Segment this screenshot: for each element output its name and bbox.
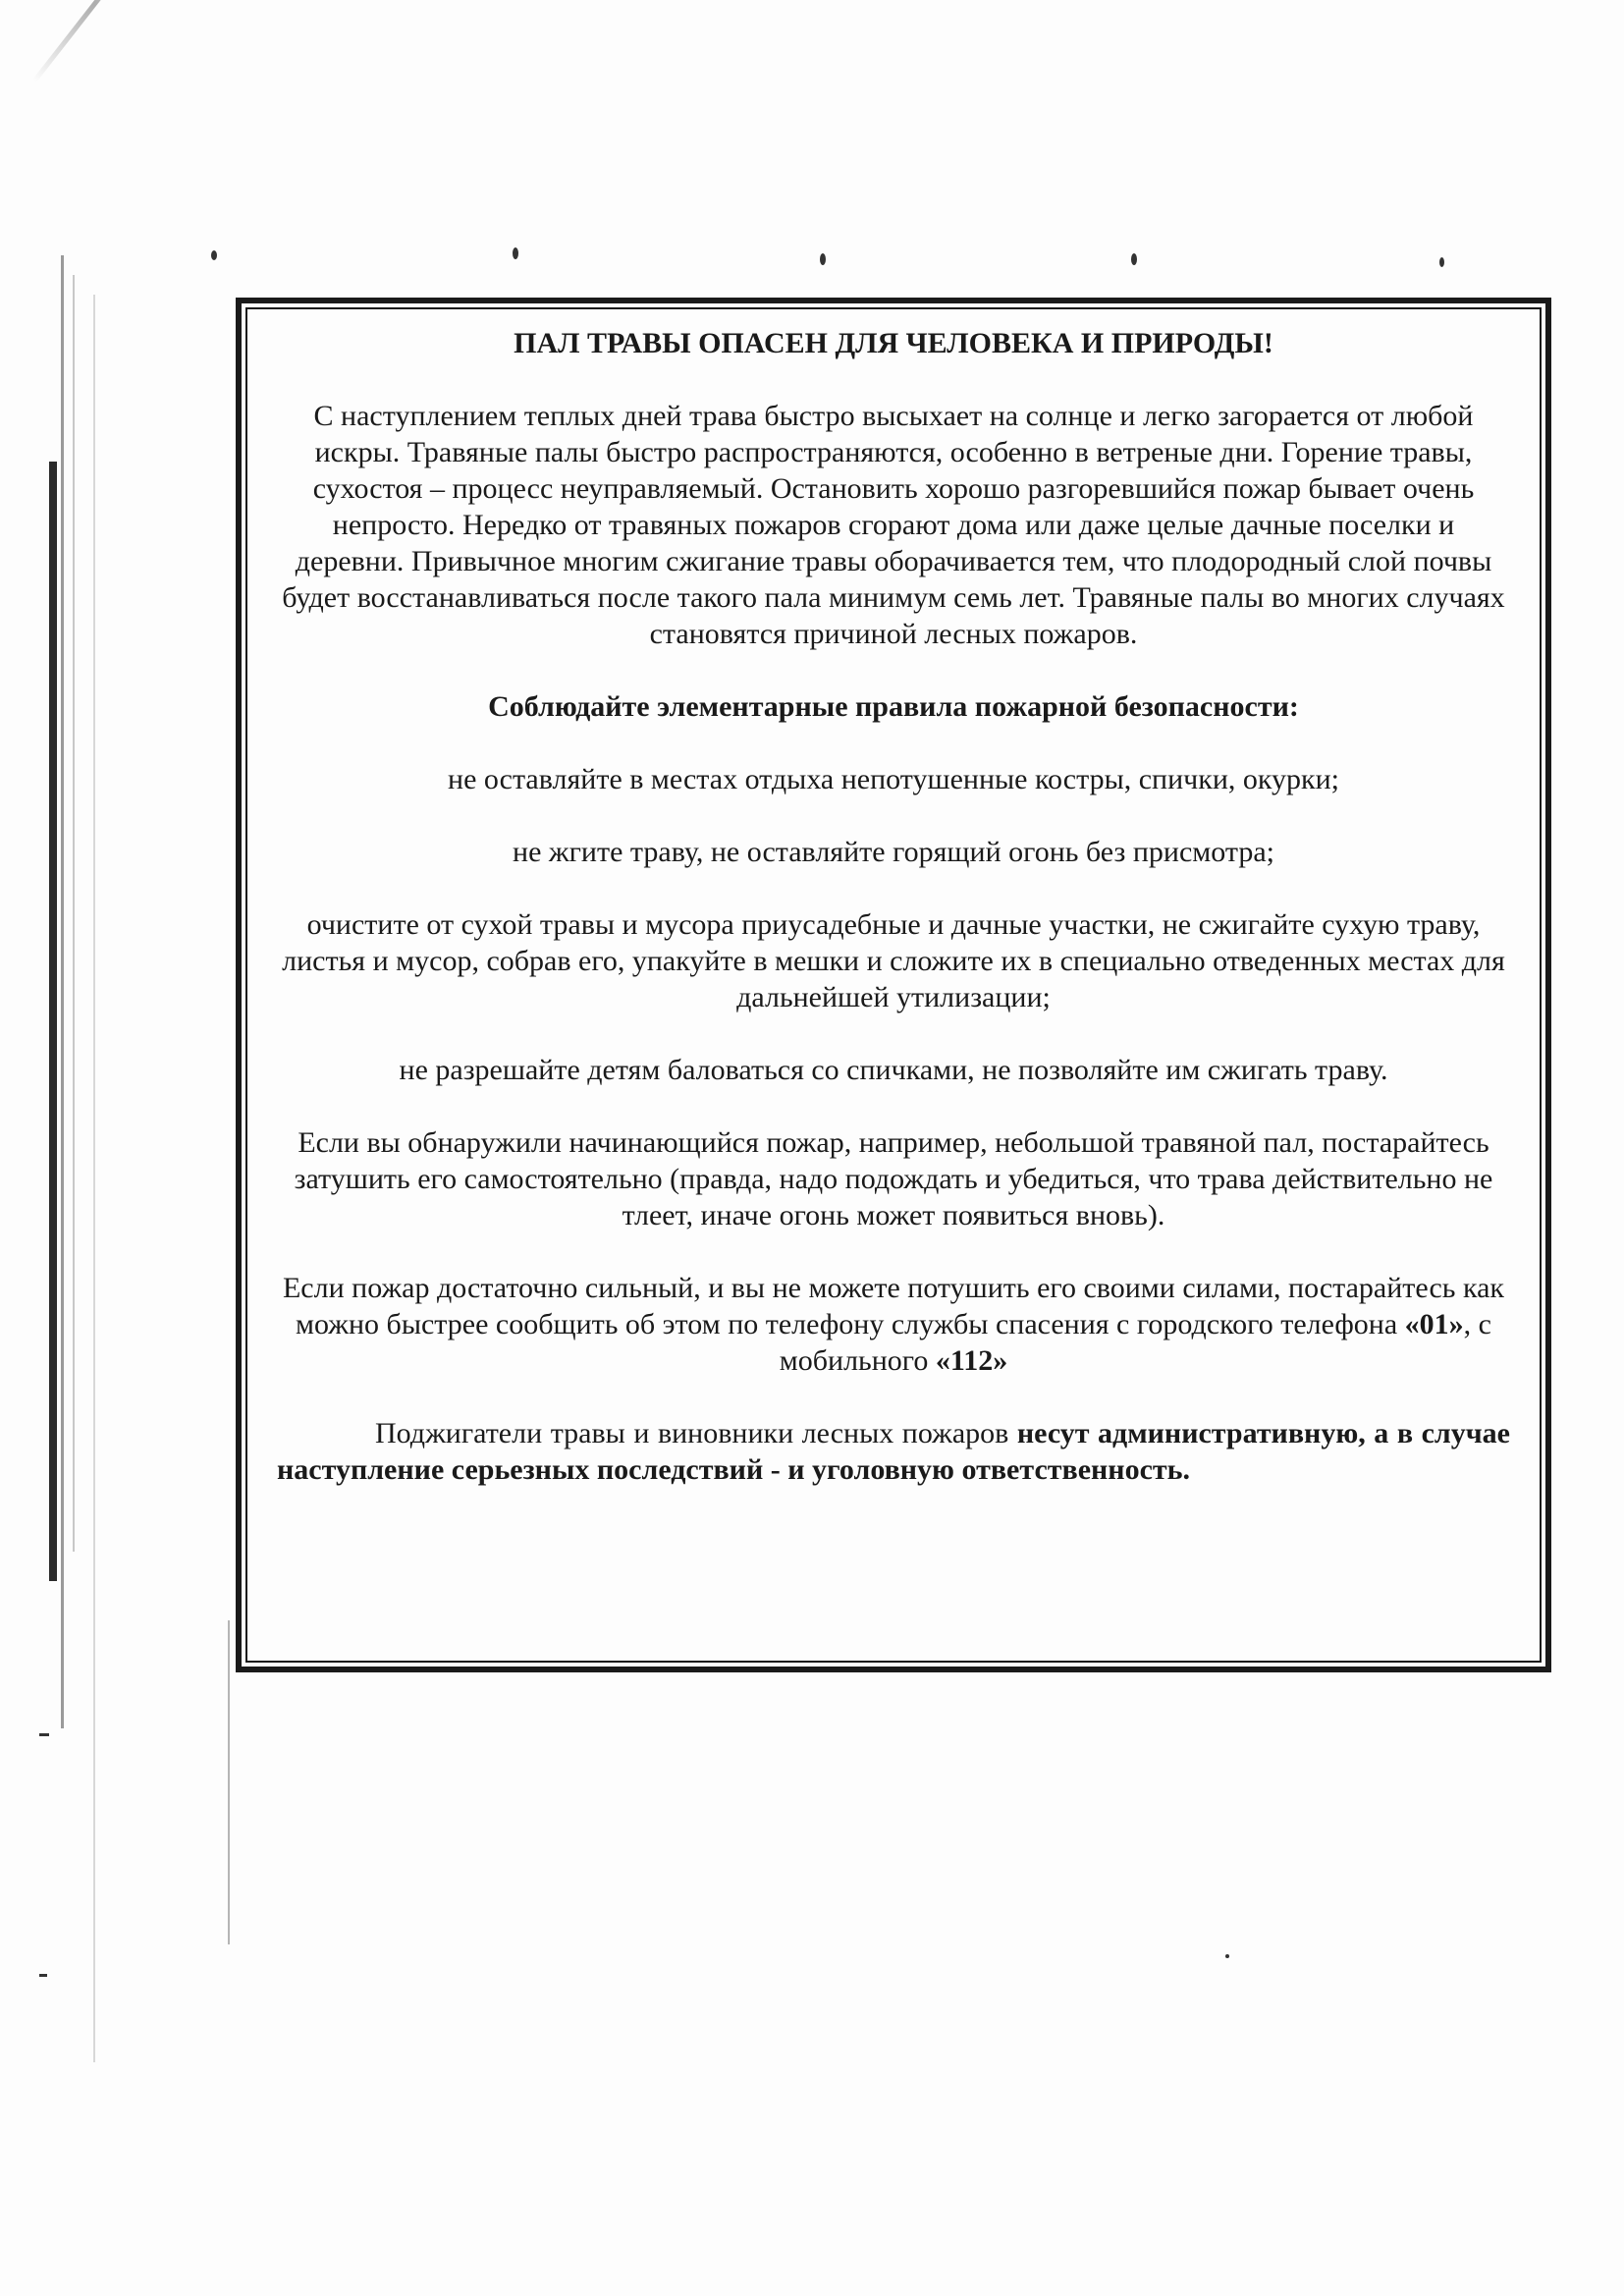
- liability-paragraph: [277, 1415, 1510, 1488]
- big-fire-text-middle: , с мобильного: [779, 1308, 1491, 1377]
- big-fire-paragraph: [277, 1270, 1510, 1379]
- liability-text: Поджигатели травы и виновники лесных пожаров: [375, 1417, 1017, 1449]
- scan-edge-artifact: [49, 462, 57, 1581]
- scan-speck: [1131, 253, 1137, 265]
- small-fire-paragraph: Если вы обнаружили начинающийся пожар, например, небольшой травяной пал, постарайтесь затушить его самостоятельно (правда, надо подождать и убедиться, что трава действительно не тлеет, иначе огонь может появиться вновь).: [294, 1126, 1493, 1231]
- big-fire-text: Если пожар достаточно сильный, и вы не можете потушить его своими силами, постарайтесь как можно быстрее сообщить об этом по телефону службы спасения с городского телефона: [282, 1272, 1504, 1340]
- rules-heading: Соблюдайте элементарные правила пожарной безопасности:: [488, 690, 1299, 723]
- scan-streak-artifact: [32, 0, 157, 82]
- scan-edge-artifact: [228, 1620, 230, 1944]
- landline-number: «01»: [1404, 1308, 1464, 1340]
- scan-speck: [1225, 1954, 1229, 1958]
- intro-paragraph: С наступлением теплых дней трава быстро высыхает на солнце и легко загорается от любой искры. Травяные палы быстро распространяются, особенно в ветреные дни. Горение травы, сухостоя – процесс неуправляемый. Остановить хорошо разгоревшийся пожар бывает очень непросто. Нередко от травяных пожаров сгорают дома или даже целые дачные поселки и деревни. Привычное многим сжигание травы оборачивается тем, что плодородный слой почвы будет восстанавливаться после такого пала минимум семь лет. Травяные палы во многих случаях становятся причиной лесных пожаров.: [282, 400, 1505, 650]
- scan-edge-artifact: [93, 295, 95, 2062]
- scan-edge-artifact: [61, 255, 64, 1728]
- scan-speck: [211, 250, 217, 260]
- rule-item: не жгите траву, не оставляйте горящий огонь без присмотра;: [513, 836, 1274, 868]
- notice-title: ПАЛ ТРАВЫ ОПАСЕН ДЛЯ ЧЕЛОВЕКА И ПРИРОДЫ!: [514, 327, 1273, 359]
- scan-speck: [1439, 257, 1444, 267]
- rule-item: очистите от сухой травы и мусора приусадебные и дачные участки, не сжигайте сухую траву, листья и мусор, собрав его, упакуйте в мешки и сложите их в специально отведенных местах для дальнейшей утилизации;: [282, 908, 1505, 1013]
- scan-speck: [513, 247, 518, 259]
- scan-speck: [820, 253, 826, 265]
- rule-item: не оставляйте в местах отдыха непотушенные костры, спички, окурки;: [448, 763, 1339, 795]
- mobile-number: «112»: [935, 1344, 1008, 1377]
- liability-text-bold: несут административную, а в случае наступление серьезных последствий - и уголовную ответственность.: [277, 1417, 1510, 1486]
- notice-body: [277, 398, 1510, 1524]
- scan-edge-artifact: [73, 275, 75, 1552]
- scan-speck: [39, 1733, 49, 1736]
- notice-inner-border: [245, 307, 1542, 1663]
- scan-speck: [39, 1974, 47, 1977]
- notice-frame: [236, 298, 1551, 1672]
- rule-item: не разрешайте детям баловаться со спичками, не позволяйте им сжигать траву.: [399, 1054, 1388, 1086]
